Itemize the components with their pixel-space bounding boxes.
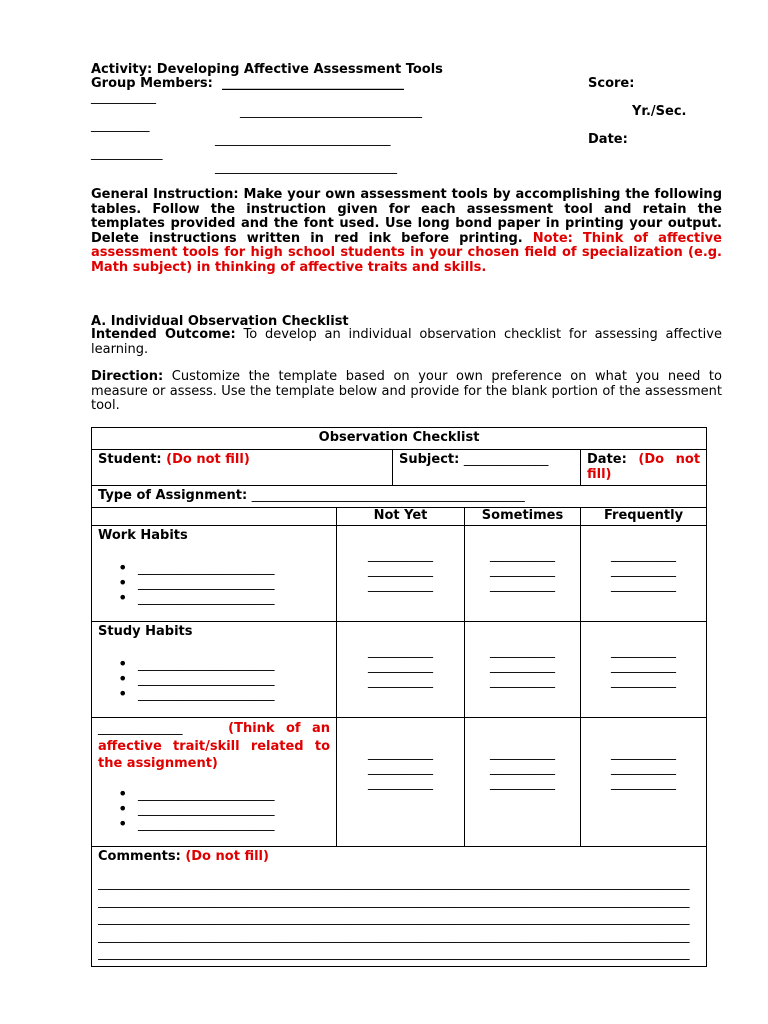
type-label: Type of Assignment: [98, 488, 248, 503]
trait-sometimes-cell: __________ __________ __________ [465, 718, 581, 847]
study-habits-label: Study Habits [98, 624, 193, 639]
observation-checklist-table [91, 427, 707, 967]
group-members-line-3: ___________________________ [215, 132, 391, 147]
work-habits-list [98, 561, 330, 606]
score-blank: __________ [91, 90, 156, 105]
comments-do-not-fill: (Do not fill) [185, 849, 269, 864]
subject-label: Subject: [399, 452, 460, 467]
outcome-label: Intended Outcome: [91, 327, 236, 342]
yrsec-label: Yr./Sec. [632, 104, 687, 119]
table-row [92, 526, 707, 622]
list-item: • _____________________ [98, 687, 330, 702]
student-label: Student: [98, 452, 162, 467]
work-habits-label: Work Habits [98, 528, 188, 543]
group-members-line-1: ____________________________ [222, 76, 404, 91]
general-instruction-text: General Instruction: Make your own assessment tools by accomplishing the following tables. Follow the instruction given for each assessment tool and retain the templates provided and the font used. Use long bond paper in printing your output. Delete instructions written in red ink before printing. [91, 187, 722, 246]
work-not-yet-cell: __________ __________ __________ [337, 526, 465, 622]
checklist-title: Observation Checklist [92, 428, 707, 450]
comment-line: ___________________________________________________________________________________________ [98, 946, 690, 961]
type-blank: __________________________________________ [251, 488, 525, 503]
column-not-yet: Not Yet [337, 508, 465, 526]
direction [91, 370, 722, 414]
comment-line: ___________________________________________________________________________________________ [98, 911, 690, 926]
section-a-heading: A. Individual Observation Checklist [91, 314, 349, 329]
subject-blank: _____________ [463, 452, 549, 467]
comment-line: ___________________________________________________________________________________________ [98, 928, 690, 944]
list-item: • _____________________ [98, 672, 330, 687]
list-item: • _____________________ [98, 802, 330, 817]
list-item: • _____________________ [98, 591, 330, 606]
date-label: Date: [588, 132, 628, 147]
affective-trait-list [98, 787, 330, 832]
list-item: • _____________________ [98, 787, 330, 802]
group-members-label: Group Members: [91, 76, 213, 91]
trait-prompt-text: (Think of an affective trait/skill related to the assignment) [98, 721, 330, 771]
affective-trait-prompt [98, 720, 330, 773]
table-date-label: Date: [587, 452, 627, 467]
trait-blank: _____________ [98, 721, 183, 736]
study-habits-list [98, 657, 330, 702]
work-habits-cell [92, 526, 337, 622]
list-item: • _____________________ [98, 561, 330, 576]
list-item: • _____________________ [98, 657, 330, 672]
work-frequently-cell: __________ __________ __________ [581, 526, 707, 622]
comments-label: Comments: [98, 849, 181, 864]
general-note: Note: Think of affective assessment tools for high school students in your chosen field of specialization (e.g. Math subject) in thinking of affective traits and skills. [91, 230, 722, 275]
date-do-not-fill: (Do not fill) [587, 452, 701, 482]
direction-text: Customize the template based on your own preference on what you need to measure or assess. Use the template below and provide for the blank portion of the assessment tool. [91, 369, 722, 413]
work-sometimes-cell: __________ __________ __________ [465, 526, 581, 622]
column-frequently: Frequently [581, 508, 707, 526]
list-item: • _____________________ [98, 576, 330, 591]
yrsec-blank: _________ [91, 118, 150, 133]
trait-frequently-cell: __________ __________ __________ [581, 718, 707, 847]
table-row [92, 622, 707, 718]
comment-line: ___________________________________________________________________________________________ [98, 876, 690, 891]
score-label: Score: [588, 76, 635, 91]
table-row [92, 718, 707, 847]
comments-cell [92, 847, 707, 967]
intended-outcome [91, 328, 722, 357]
group-members-line-2: ____________________________ [240, 104, 422, 119]
study-sometimes-cell: __________ __________ __________ [465, 622, 581, 718]
date-cell [581, 450, 707, 486]
column-sometimes: Sometimes [465, 508, 581, 526]
comment-line: ___________________________________________________________________________________________ [98, 893, 690, 909]
list-item: • _____________________ [98, 817, 330, 832]
date-blank: ___________ [91, 146, 163, 161]
study-habits-cell [92, 622, 337, 718]
type-of-assignment-cell [92, 486, 707, 508]
student-cell [92, 450, 393, 486]
trait-not-yet-cell: __________ __________ __________ [337, 718, 465, 847]
general-instruction [91, 188, 722, 275]
student-do-not-fill: (Do not fill) [166, 452, 250, 467]
study-not-yet-cell: __________ __________ __________ [337, 622, 465, 718]
group-members-line-4: ____________________________ [215, 160, 397, 175]
activity-title: Activity: Developing Affective Assessment Tools [91, 62, 443, 77]
comments-heading [98, 849, 700, 864]
column-header-blank [92, 508, 337, 526]
outcome-text: To develop an individual observation checklist for assessing affective learning. [91, 327, 722, 357]
subject-cell [393, 450, 581, 486]
study-frequently-cell: __________ __________ __________ [581, 622, 707, 718]
direction-label: Direction: [91, 369, 164, 384]
affective-trait-cell [92, 718, 337, 847]
